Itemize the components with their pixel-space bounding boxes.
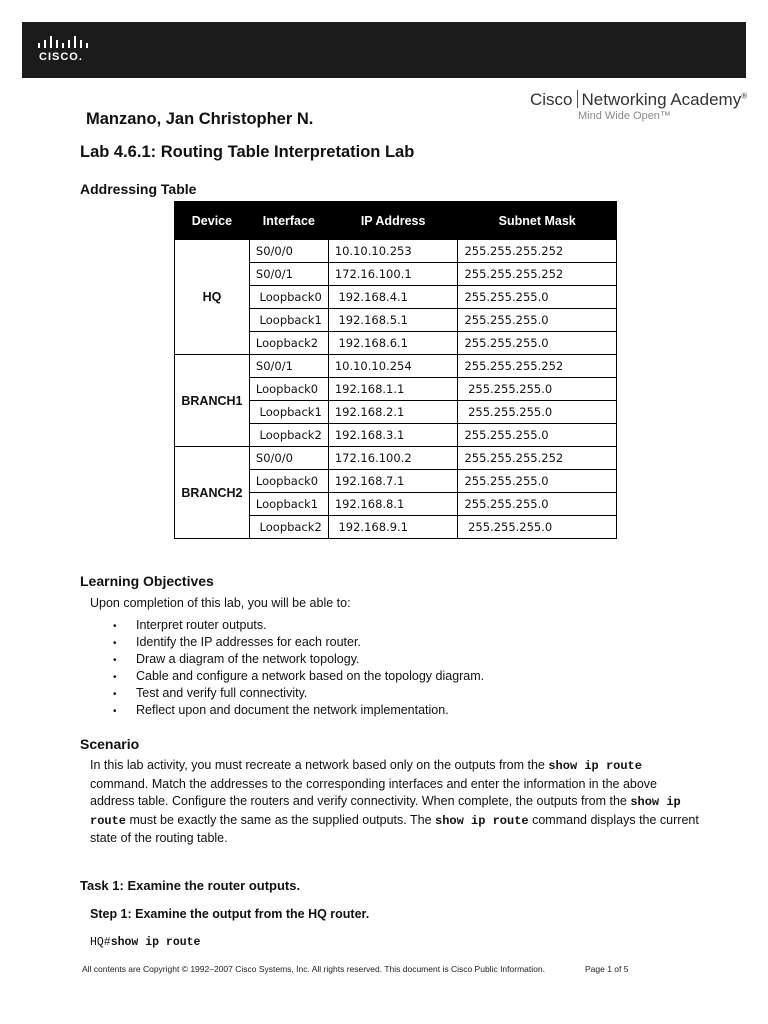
interface-cell: S0/0/0 <box>249 447 328 470</box>
objectives-intro: Upon completion of this lab, you will be able to: <box>90 596 351 610</box>
academy-logo <box>530 90 750 130</box>
task1-heading: Task 1: Examine the router outputs. <box>80 878 301 893</box>
scenario-heading: Scenario <box>80 736 140 752</box>
command-line <box>90 936 200 949</box>
ip-cell: 192.168.8.1 <box>328 493 458 516</box>
footer-copyright: All contents are Copyright © 1992–2007 Cisco Systems, Inc. All rights reserved. This document is Cisco Public Information. <box>82 964 545 974</box>
mask-cell: 255.255.255.252 <box>458 355 617 378</box>
list-item: • Cable and configure a network based on the topology diagram. <box>113 669 485 683</box>
mask-cell: 255.255.255.0 <box>458 516 617 539</box>
inline-command: show ip route <box>435 813 529 828</box>
mask-cell: 255.255.255.0 <box>458 332 617 355</box>
cli-command: show ip route <box>110 936 201 949</box>
ip-cell: 192.168.9.1 <box>328 516 458 539</box>
table-row <box>175 240 617 263</box>
objectives-list <box>113 617 484 719</box>
device-cell: BRANCH1 <box>175 355 250 447</box>
ip-cell: 192.168.5.1 <box>328 309 458 332</box>
col-header: Interface <box>249 202 328 240</box>
ip-cell: 172.16.100.1 <box>328 263 458 286</box>
device-cell: BRANCH2 <box>175 447 250 539</box>
col-header: Device <box>175 202 250 240</box>
list-item: • Interpret router outputs. <box>113 618 267 632</box>
interface-cell: Loopback0 <box>249 286 328 309</box>
header-banner <box>22 22 746 78</box>
interface-cell: Loopback2 <box>249 516 328 539</box>
objectives-heading: Learning Objectives <box>80 573 214 589</box>
interface-cell: Loopback0 <box>249 470 328 493</box>
interface-cell: Loopback1 <box>249 309 328 332</box>
logo-text: CISCO. <box>39 51 83 63</box>
mask-cell: 255.255.255.252 <box>458 447 617 470</box>
table-row <box>175 447 617 470</box>
academy-brand-right: Networking Academy <box>581 90 742 109</box>
table-header-row <box>175 202 617 240</box>
mask-cell: 255.255.255.0 <box>458 401 617 424</box>
ip-cell: 10.10.10.254 <box>328 355 458 378</box>
list-item: • Test and verify full connectivity. <box>113 686 308 700</box>
interface-cell: S0/0/1 <box>249 263 328 286</box>
ip-cell: 192.168.3.1 <box>328 424 458 447</box>
inline-command: show ip route <box>90 795 681 828</box>
interface-cell: Loopback0 <box>249 378 328 401</box>
mask-cell: 255.255.255.252 <box>458 263 617 286</box>
ip-cell: 172.16.100.2 <box>328 447 458 470</box>
device-cell: HQ <box>175 240 250 355</box>
col-header: IP Address <box>328 202 458 240</box>
academy-reg: ® <box>741 91 748 101</box>
scenario-paragraph: In this lab activity, you must recreate a network based only on the outputs from the show ip route command. Match the addresses to the corresponding interfaces and enter the information in the above address table. Configure the routers and verify connectivity. When complete, the outputs from the show ip route must be exactly the same as the supplied outputs. The show ip route command displays the current state of the routing table. <box>90 758 699 845</box>
interface-cell: S0/0/0 <box>249 240 328 263</box>
addressing-table <box>174 201 617 539</box>
mask-cell: 255.255.255.0 <box>458 286 617 309</box>
mask-cell: 255.255.255.252 <box>458 240 617 263</box>
ip-cell: 192.168.4.1 <box>328 286 458 309</box>
page-number: Page 1 of 5 <box>585 964 629 974</box>
table-body <box>175 240 617 539</box>
mask-cell: 255.255.255.0 <box>458 424 617 447</box>
addressing-heading: Addressing Table <box>80 181 197 197</box>
interface-cell: Loopback2 <box>249 424 328 447</box>
col-header: Subnet Mask <box>458 202 617 240</box>
step1-heading: Step 1: Examine the output from the HQ router. <box>90 907 370 921</box>
cisco-bars-icon <box>36 36 88 50</box>
interface-cell: Loopback1 <box>249 401 328 424</box>
interface-cell: Loopback1 <box>249 493 328 516</box>
list-item: • Identify the IP addresses for each router. <box>113 635 361 649</box>
table-row <box>175 355 617 378</box>
cli-prompt: HQ# <box>90 936 111 949</box>
interface-cell: S0/0/1 <box>249 355 328 378</box>
ip-cell: 10.10.10.253 <box>328 240 458 263</box>
list-item: • Reflect upon and document the network implementation. <box>113 703 449 717</box>
ip-cell: 192.168.2.1 <box>328 401 458 424</box>
ip-cell: 192.168.6.1 <box>328 332 458 355</box>
ip-cell: 192.168.1.1 <box>328 378 458 401</box>
author-name: Manzano, Jan Christopher N. <box>86 110 314 128</box>
interface-cell: Loopback2 <box>249 332 328 355</box>
list-item: • Draw a diagram of the network topology. <box>113 652 360 666</box>
inline-command: show ip route <box>548 759 642 773</box>
cisco-logo <box>36 36 88 66</box>
ip-cell: 192.168.7.1 <box>328 470 458 493</box>
mask-cell: 255.255.255.0 <box>458 378 617 401</box>
lab-title: Lab 4.6.1: Routing Table Interpretation Lab <box>80 143 415 161</box>
academy-brand-left: Cisco <box>530 90 573 109</box>
mask-cell: 255.255.255.0 <box>458 493 617 516</box>
mask-cell: 255.255.255.0 <box>458 309 617 332</box>
academy-tagline: Mind Wide Open™ <box>578 110 671 122</box>
mask-cell: 255.255.255.0 <box>458 470 617 493</box>
